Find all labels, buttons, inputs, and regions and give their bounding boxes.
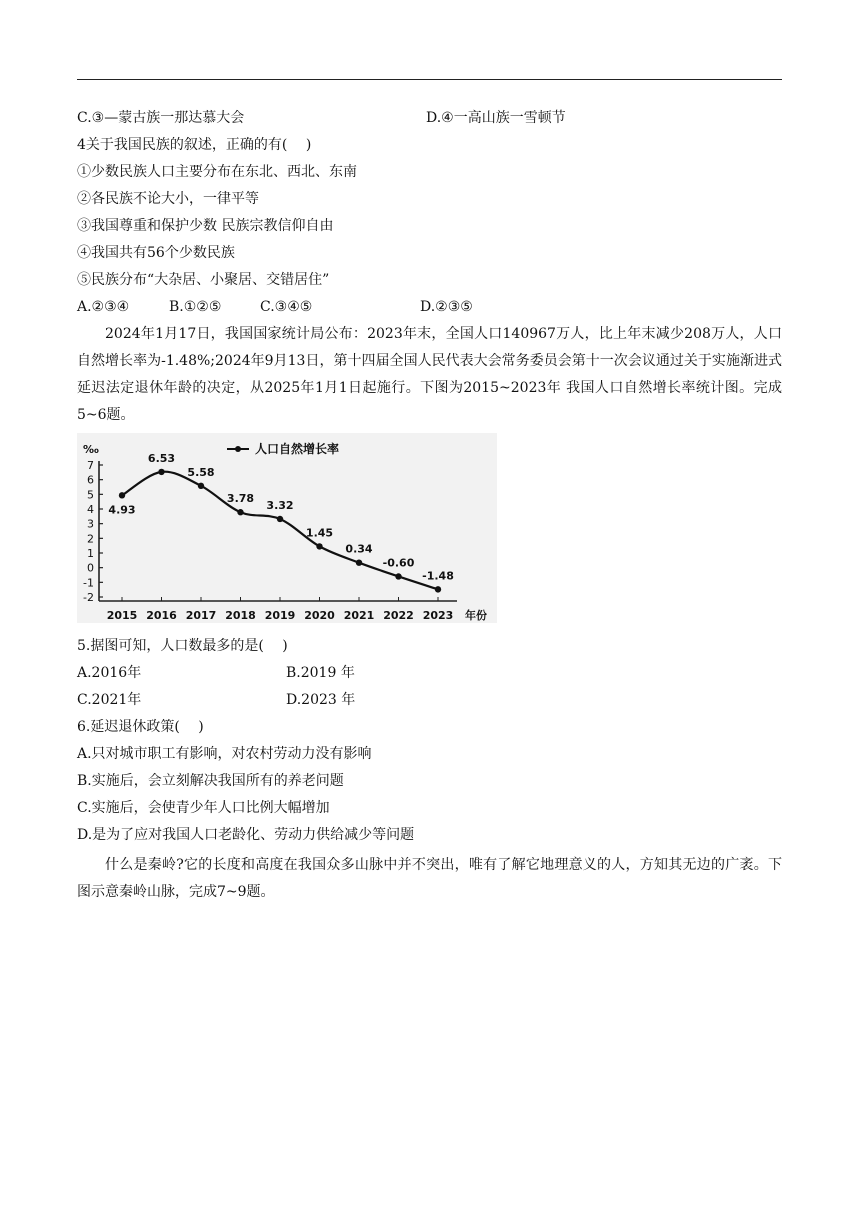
data-point xyxy=(356,559,362,565)
q5-option-c[interactable]: C.2021年 xyxy=(77,692,142,708)
q4-option-c[interactable]: C.③④⑤ xyxy=(260,299,313,315)
data-point xyxy=(119,492,125,498)
chart-background xyxy=(77,433,497,623)
q6-option-d[interactable]: D.是为了应对我国人口老龄化、劳动力供给减少等问题 xyxy=(77,827,415,843)
y-tick-label: 7 xyxy=(87,459,94,472)
y-tick-label: -2 xyxy=(83,591,94,604)
data-point xyxy=(435,586,441,592)
q6-option-a[interactable]: A.只对城市职工有影响，对农村劳动力没有影响 xyxy=(77,746,372,762)
q6-option-c[interactable]: C.实施后，会使青少年人口比例大幅增加 xyxy=(77,800,330,816)
data-label: 1.45 xyxy=(305,526,334,540)
passage-population: 2024年1月17日，我国国家统计局公布：2023年末，全国人口140967万人，比上年末减少208万人，人口自然增长率为-1.48%;2024年9月13日，第十四届全国人民代表大会常务委员会第十一次会议通过关于实施渐进式延迟法定退休年龄的决定，从2025年1月1日起施行。下图为2015~2023年 我国人口自然增长率统计图。完成5~6题。 xyxy=(77,326,782,423)
y-tick-label: 1 xyxy=(87,547,94,560)
q5-option-b[interactable]: B.2019 年 xyxy=(286,665,355,681)
data-point xyxy=(198,483,204,489)
legend-label: 人口自然增长率 xyxy=(255,442,340,456)
x-axis-label: 年份 xyxy=(465,609,487,622)
data-label: 0.34 xyxy=(345,542,373,556)
x-tick-label: 2018 xyxy=(225,609,256,622)
x-tick-label: 2015 xyxy=(106,609,138,622)
q6-stem: 6.延迟退休政策( ) xyxy=(77,719,204,735)
data-point xyxy=(316,543,322,549)
q5-stem: 5.据图可知，人口数最多的是( ) xyxy=(77,638,288,654)
population-growth-chart xyxy=(77,433,497,623)
legend-marker xyxy=(235,446,241,452)
x-tick-label: 2023 xyxy=(422,609,454,622)
q4-item-2: ②各民族不论大小，一律平等 xyxy=(77,191,259,207)
q4-item-3: ③我国尊重和保护少数 民族宗教信仰自由 xyxy=(77,218,334,234)
q4-item-5: ⑤民族分布“大杂居、小聚居、交错居住” xyxy=(77,272,330,288)
q4-option-b[interactable]: B.①②⑤ xyxy=(169,299,222,315)
y-tick-label: 2 xyxy=(87,532,94,546)
header-rule xyxy=(77,79,782,80)
data-point xyxy=(158,469,164,475)
y-axis-unit: ‰ xyxy=(83,443,99,456)
data-point xyxy=(237,509,243,515)
q4-option-d[interactable]: D.②③⑤ xyxy=(420,299,473,315)
data-label: -1.48 xyxy=(422,569,454,583)
q6-option-b[interactable]: B.实施后，会立刻解决我国所有的养老问题 xyxy=(77,773,344,789)
x-tick-label: 2017 xyxy=(185,609,217,622)
x-tick-label: 2022 xyxy=(383,609,414,622)
q5-option-d[interactable]: D.2023 年 xyxy=(286,692,356,708)
q5-option-a[interactable]: A.2016年 xyxy=(77,665,142,681)
y-tick-label: 3 xyxy=(87,517,94,531)
x-tick-label: 2021 xyxy=(343,609,375,622)
q3-option-d[interactable]: D.④一高山族一雪顿节 xyxy=(426,110,566,126)
data-label: 6.53 xyxy=(147,451,176,465)
q4-option-a[interactable]: A.②③④ xyxy=(77,299,130,315)
passage-qinling: 什么是秦岭?它的长度和高度在我国众多山脉中并不突出，唯有了解它地理意义的人，方知其无边的广袤。下图示意秦岭山脉，完成7~9题。 xyxy=(77,857,782,900)
y-tick-label: 0 xyxy=(87,561,94,575)
y-tick-label: 4 xyxy=(87,503,94,516)
data-label: 3.78 xyxy=(226,492,255,506)
data-label: 5.58 xyxy=(187,465,215,479)
data-label: 3.32 xyxy=(266,498,294,512)
y-tick-label: 5 xyxy=(87,488,94,502)
q4-item-1: ①少数民族人口主要分布在东北、西北、东南 xyxy=(77,164,357,180)
y-tick-label: 6 xyxy=(87,473,94,487)
data-point xyxy=(277,516,283,522)
q4-stem: 4关于我国民族的叙述，正确的有( ) xyxy=(77,137,312,153)
x-tick-label: 2016 xyxy=(146,609,177,622)
x-tick-label: 2019 xyxy=(264,609,296,622)
data-label: 4.93 xyxy=(108,503,136,517)
q4-item-4: ④我国共有56个少数民族 xyxy=(77,245,235,261)
x-tick-label: 2020 xyxy=(304,609,335,622)
y-tick-label: -1 xyxy=(83,576,94,590)
data-point xyxy=(395,573,401,579)
q3-option-c[interactable]: C.③—蒙古族一那达慕大会 xyxy=(77,110,245,126)
data-label: -0.60 xyxy=(382,556,415,570)
